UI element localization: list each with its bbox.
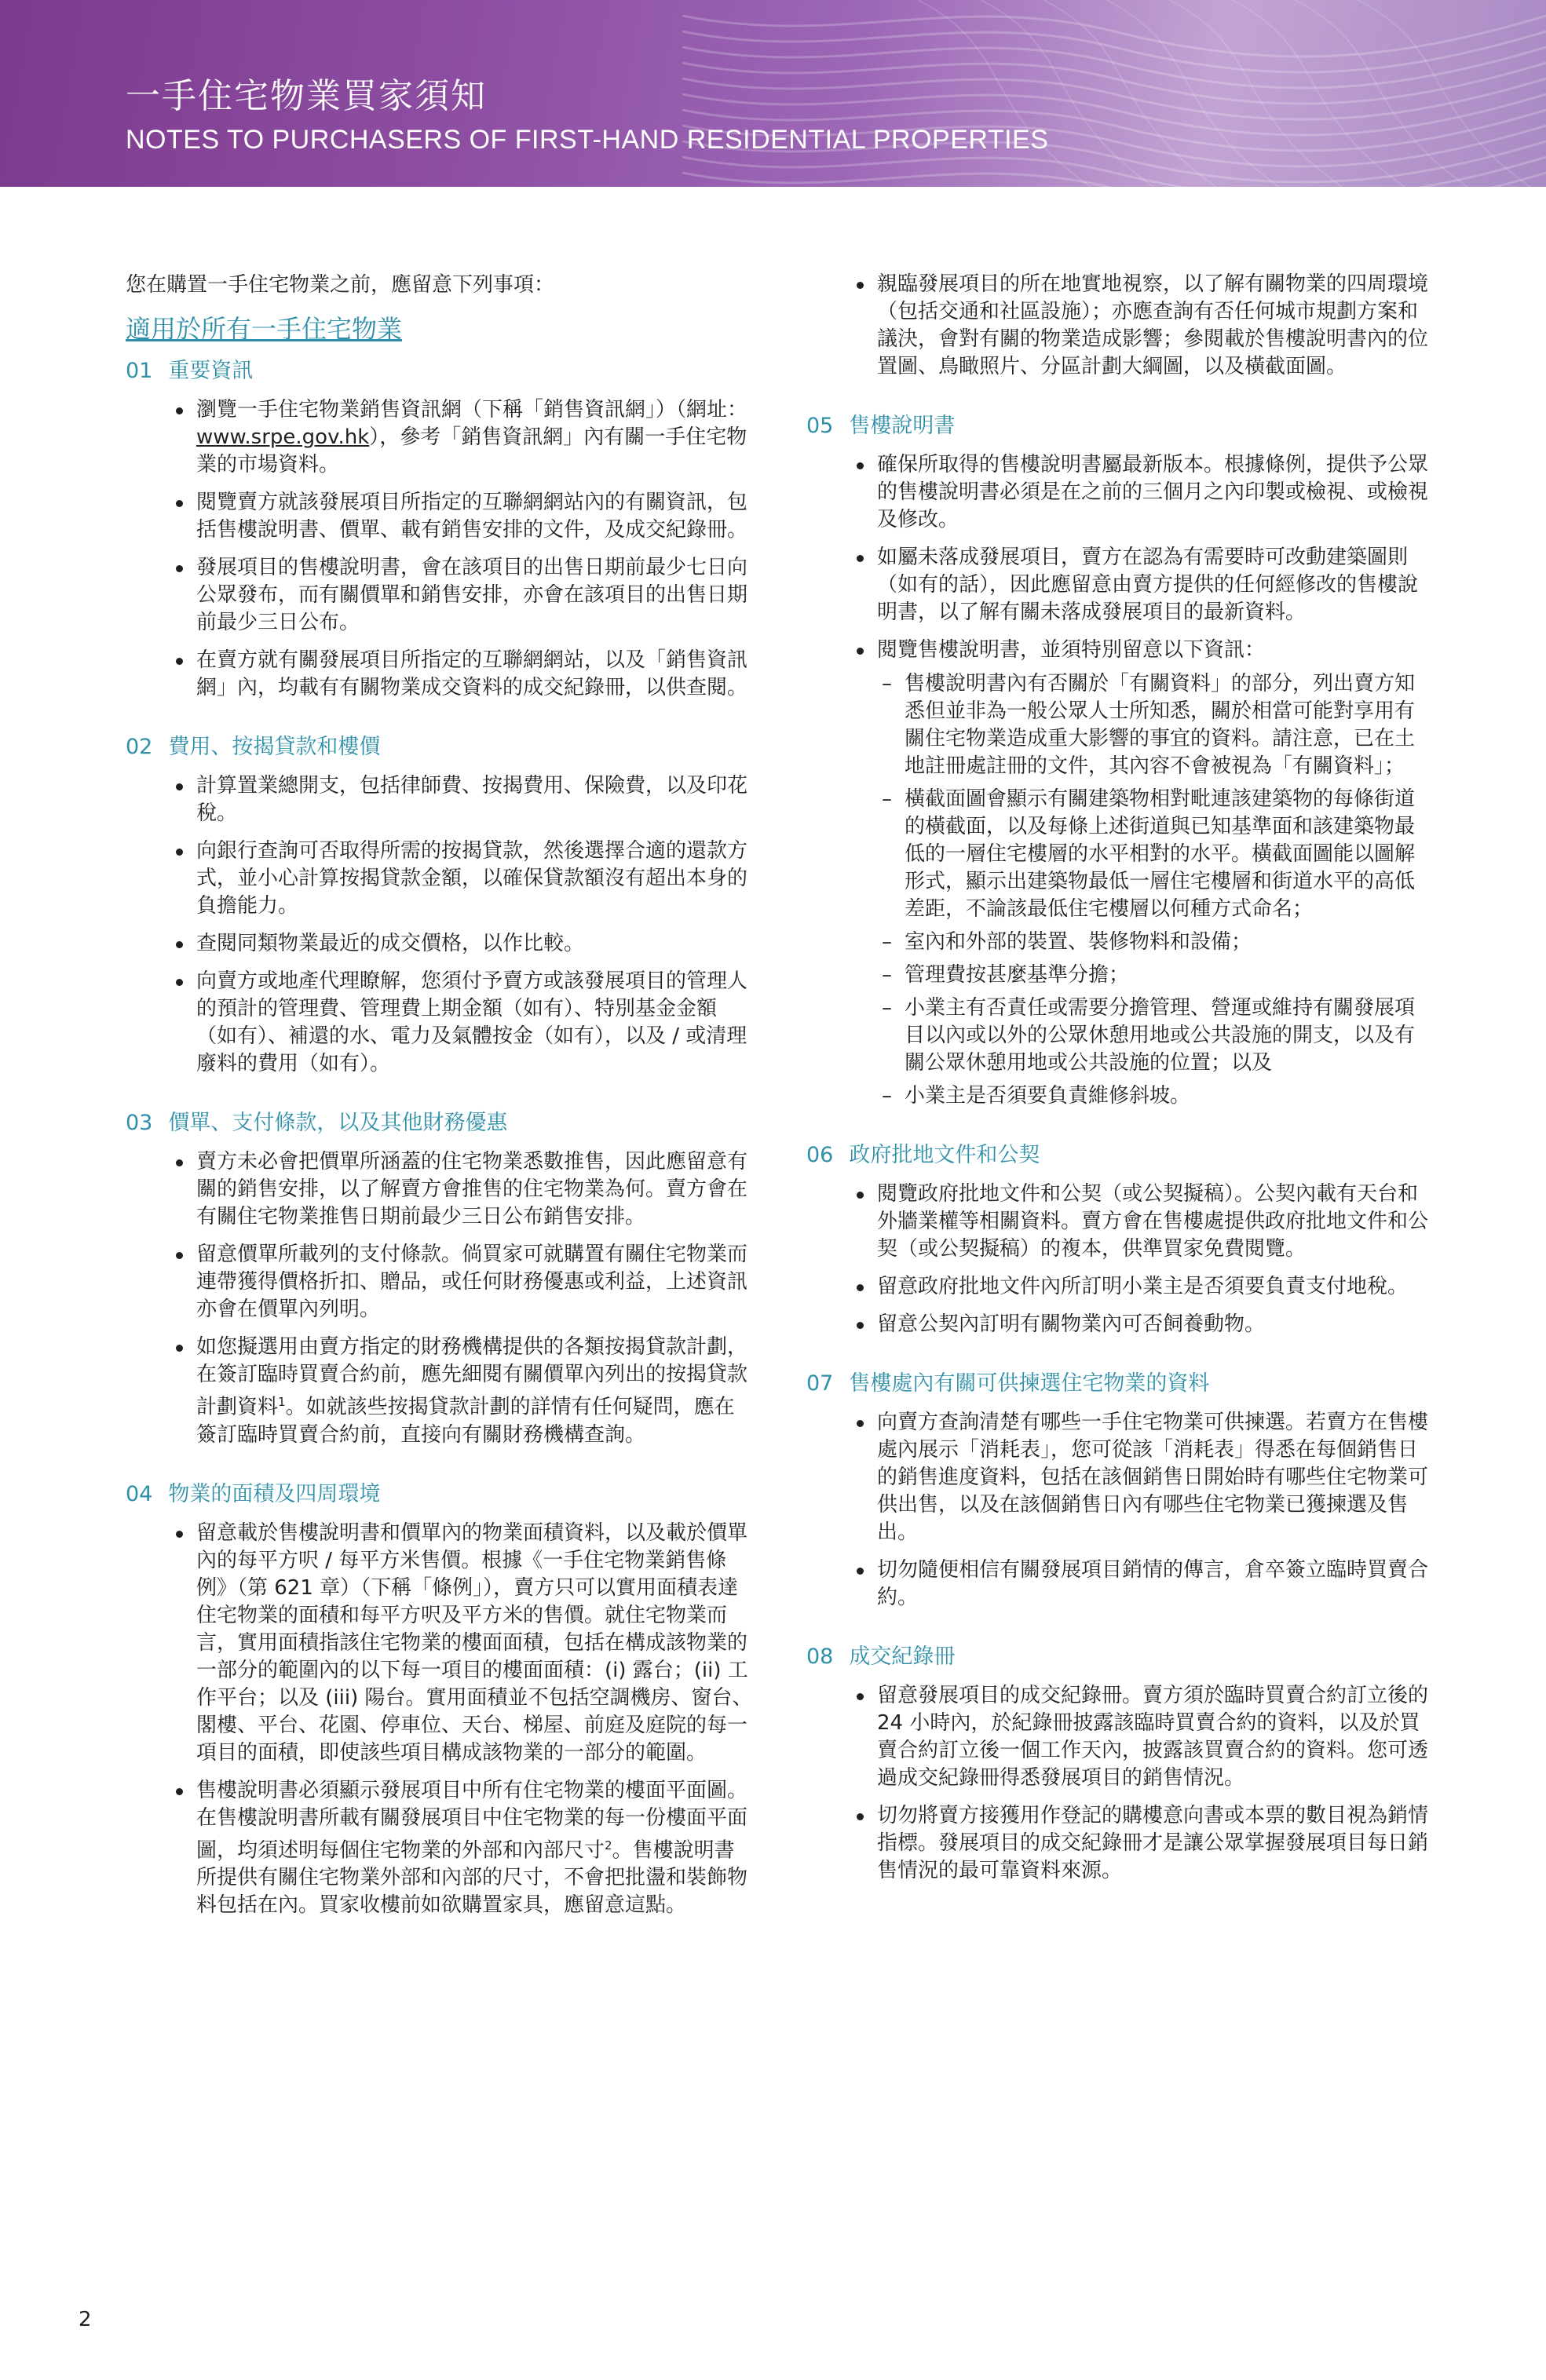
list-item [173,396,754,479]
section-heading [806,1370,1435,1398]
bullet-list [126,772,754,1078]
section-heading [126,733,754,761]
section-07 [806,1370,1435,1612]
page-title-english: NOTES TO PURCHASERS OF FIRST-HAND RESIDENTIAL PROPERTIES [126,125,1049,155]
section-01 [126,357,754,702]
section-number: 04 [126,1481,153,1506]
list-item: 賣方未必會把價單所涵蓋的住宅物業悉數推售，因此應留意有關的銷售安排，以了解賣方會推售的住宅物業為何。賣方會在有關住宅物業推售日期前最少三日公布銷售安排。 [173,1148,754,1231]
section-03 [126,1109,754,1449]
list-item: 閱覽賣方就該發展項目所指定的互聯網網站內的有關資訊，包括售樓說明書、價單、載有銷售安排的文件，及成交紀錄冊。 [173,489,754,544]
section-05 [806,412,1435,1110]
list-item: 確保所取得的售樓說明書屬最新版本。根據條例，提供予公眾的售樓說明書必須是在之前的三個月之內印製或檢視、或檢視及修改。 [853,451,1435,534]
footnote-marker: 2 [605,1838,612,1853]
dash-list [877,670,1435,1110]
section-number: 07 [806,1371,834,1396]
left-column [126,271,754,1951]
list-item: 在賣方就有關發展項目所指定的互聯網網站，以及「銷售資訊網」內，均載有有關物業成交資料的成交紀錄冊，以供查閱。 [173,647,754,702]
list-item: 切勿隨便相信有關發展項目銷情的傳言，倉卒簽立臨時買賣合約。 [853,1557,1435,1612]
item-text: 。如就該些按揭貸款計劃的詳情有任何疑問，應在簽訂臨時買賣合約前，直接向有關財務機構查詢。 [196,1395,735,1447]
srpe-website-link[interactable]: www.srpe.gov.hk [196,425,370,449]
list-item: 留意價單所載列的支付條款。倘買家可就購置有關住宅物業而連帶獲得價格折扣、贈品，或任何財務優惠或利益，上述資訊亦會在價單內列明。 [173,1241,754,1323]
section-heading [806,1643,1435,1671]
list-item: 切勿將賣方接獲用作登記的購樓意向書或本票的數目視為銷情指標。發展項目的成交紀錄冊才是讓公眾掌握發展項目每日銷售情況的最可靠資料來源。 [853,1802,1435,1885]
list-item: 發展項目的售樓說明書，會在該項目的出售日期前最少七日向公眾發布，而有關價單和銷售安排，亦會在該項目的出售日期前最少三日公布。 [173,554,754,637]
section-title: 售樓處內有關可供揀選住宅物業的資料 [849,1371,1210,1396]
list-item: 親臨發展項目的所在地實地視察，以了解有關物業的四周環境（包括交通和社區設施）；亦應查詢有否任何城市規劃方案和議決，會對有關的物業造成影響；參閱載於售樓說明書內的位置圖、鳥瞰照片、分區計劃大綱圖，以及橫截面圖。 [853,271,1435,381]
item-text: 如您擬選用由賣方指定的財務機構提供的各類按揭貸款計劃，在簽訂臨時買賣合約前，應先細閱有關價單內列出的按揭貸款計劃資料 [196,1335,748,1419]
section-number: 02 [126,735,153,759]
scope-heading: 適用於所有一手住宅物業 [126,314,403,344]
list-item: 向賣方或地產代理瞭解，您須付予賣方或該發展項目的管理人的預計的管理費、管理費上期金額（如有）、特別基金金額（如有）、補還的水、電力及氣體按金（如有），以及 / 或清理廢料的費用（如有）。 [173,968,754,1078]
section-08 [806,1643,1435,1885]
bullet-list [126,396,754,702]
section-number: 03 [126,1111,153,1135]
bullet-list [806,1409,1435,1612]
section-title: 物業的面積及四周環境 [168,1481,381,1506]
bullet-list [806,451,1435,1110]
section-04-continued [806,271,1435,381]
list-item: 查閱同類物業最近的成交價格，以作比較。 [173,930,754,958]
list-item: 向銀行查詢可否取得所需的按揭貸款，然後選擇合適的還款方式，並小心計算按揭貸款金額，以確保貸款額沒有超出本身的負擔能力。 [173,838,754,920]
section-heading [806,1141,1435,1170]
section-title: 售樓說明書 [849,414,956,438]
sub-list-item: – 小業主有否責任或需要分擔管理、營運或維持有關發展項目以內或以外的公眾休憩用地或公共設施的開支，以及有關公眾休憩用地或公共設施的位置；以及 [877,995,1435,1077]
footnote-marker: 1 [278,1395,286,1409]
list-item: 如屬未落成發展項目，賣方在認為有需要時可改動建築圖則（如有的話），因此應留意由賣方提供的任何經修改的售樓說明書，以了解有關未落成發展項目的最新資料。 [853,544,1435,626]
list-item: 計算置業總開支，包括律師費、按揭費用、保險費，以及印花稅。 [173,772,754,827]
sub-list-item: – 售樓說明書內有否關於「有關資料」的部分，列出賣方知悉但並非為一般公眾人士所知悉，關於相當可能對享用有關住宅物業造成重大影響的事宜的資料。請注意，已在土地註冊處註冊的文件，其內容不會被視為「有關資料」； [877,670,1435,780]
section-title: 重要資訊 [168,359,254,383]
sub-list-item: – 橫截面圖會顯示有關建築物相對毗連該建築物的每條街道的橫截面，以及每條上述街道與已知基準面和該建築物最低的一層住宅樓層的水平相對的水平。橫截面圖能以圖解形式，顯示出建築物最低一層住宅樓層和街道水平的高低差距，不論該最低住宅樓層以何種方式命名； [877,786,1435,923]
section-title: 政府批地文件和公契 [849,1143,1040,1167]
section-06 [806,1141,1435,1338]
bullet-list [126,1520,754,1920]
section-04 [126,1480,754,1920]
sub-list-item: – 室內和外部的裝置、裝修物料和設備； [877,929,1435,956]
item-text: ），參考「銷售資訊網」內有關一手住宅物業的市場資料。 [196,425,747,476]
bullet-list [806,1682,1435,1885]
section-heading [126,1109,754,1137]
bullet-list [126,1148,754,1449]
page-title-chinese: 一手住宅物業買家須知 [126,76,487,116]
sub-list-item: – 管理費按甚麼基準分擔； [877,962,1435,989]
section-title: 費用、按揭貸款和樓價 [168,735,381,759]
bullet-list [806,1181,1435,1338]
list-item: 向賣方查詢清楚有哪些一手住宅物業可供揀選。若賣方在售樓處內展示「消耗表」，您可從該「消耗表」得悉在每個銷售日的銷售進度資料，包括在該個銷售日開始時有哪些住宅物業可供出售，以及在該個銷售日內有哪些住宅物業已獲揀選及售出。 [853,1409,1435,1546]
section-number: 05 [806,414,834,438]
wave-pattern-decoration [682,0,1546,187]
item-text: 閱覽售樓說明書，並須特別留意以下資訊： [877,638,1266,662]
section-title: 價單、支付條款，以及其他財務優惠 [168,1111,508,1135]
page-number: 2 [79,2308,92,2331]
item-text: 售樓說明書必須顯示發展項目中所有住宅物業的樓面平面圖。在售樓說明書所載有關發展項目中住宅物業的每一份樓面平面圖，均須述明每個住宅物業的外部和內部尺寸 [196,1778,748,1863]
right-column [806,271,1435,1916]
section-title: 成交紀錄冊 [849,1644,956,1669]
section-number: 01 [126,359,153,383]
item-text: 瀏覽一手住宅物業銷售資訊網（下稱「銷售資訊網」）（網址： [196,398,748,422]
list-item [173,1334,754,1449]
list-item [853,637,1435,1110]
item-text: 。售樓說明書所提供有關住宅物業外部和內部的尺寸，不會把批盪和裝飾物料包括在內。買家收樓前如欲購置家具，應留意這點。 [196,1838,748,1918]
section-heading [806,412,1435,440]
bullet-list [806,271,1435,381]
list-item: 留意政府批地文件內所訂明小業主是否須要負責支付地稅。 [853,1273,1435,1301]
sub-list-item: – 小業主是否須要負責維修斜坡。 [877,1082,1435,1110]
list-item: 閱覽政府批地文件和公契（或公契擬稿）。公契內載有天台和外牆業權等相關資料。賣方會在售樓處提供政府批地文件和公契（或公契擬稿）的複本，供準買家免費閱覽。 [853,1181,1435,1263]
section-heading [126,357,754,385]
list-item: 留意公契內訂明有關物業內可否飼養動物。 [853,1311,1435,1338]
section-heading [126,1480,754,1509]
list-item: 留意發展項目的成交紀錄冊。賣方須於臨時買賣合約訂立後的 24 小時內，於紀錄冊披露該臨時買賣合約的資料，以及於買賣合約訂立後一個工作天內，披露該買賣合約的資料。您可透過成交紀錄冊得悉發展項目的銷售情況。 [853,1682,1435,1792]
list-item [173,1777,754,1920]
intro-text: 您在購置一手住宅物業之前，應留意下列事項： [126,273,555,297]
section-02 [126,733,754,1078]
section-number: 06 [806,1143,834,1167]
header-banner [0,0,1546,187]
list-item: 留意載於售樓說明書和價單內的物業面積資料，以及載於價單內的每平方呎 / 每平方米售價。根據《一手住宅物業銷售條例》（第 621 章）（下稱「條例」），賣方只可以實用面積表達住宅物業的面積和每平方呎及平方米的售價。就住宅物業而言，實用面積指該住宅物業的樓面面積，包括在構成該物業的一部分的範圍內的以下每一項目的樓面面積：(i) 露台；(ii) 工作平台；以及 (iii) 陽台。實用面積並不包括空調機房、窗台、閣樓、平台、花園、停車位、天台、梯屋、前庭及庭院的每一項目的面積，即使該些項目構成該物業的一部分的範圍。 [173,1520,754,1767]
section-number: 08 [806,1644,834,1669]
